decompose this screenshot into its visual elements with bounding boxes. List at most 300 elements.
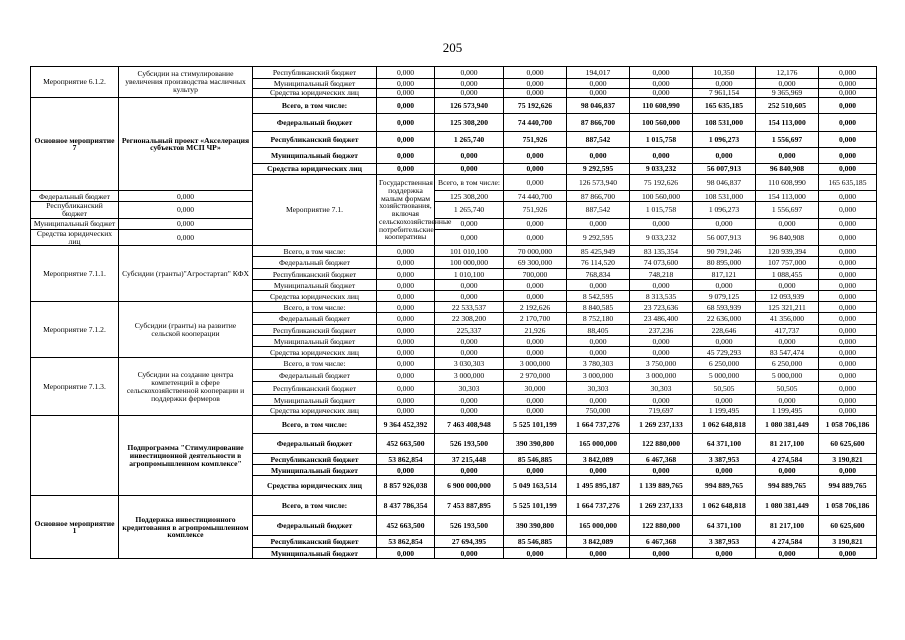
value-cell: 9 079,125 [693,291,756,302]
value-cell: 0,000 [435,548,504,559]
value-cell: 0,000 [819,291,877,302]
value-cell: 887,542 [567,132,630,148]
value-cell: 75 192,626 [630,175,693,191]
funding-source: Всего, в том числе: [253,246,377,257]
value-cell: 1 096,273 [693,202,756,218]
value-cell: 30,000 [504,382,567,395]
value-cell: 100 560,000 [630,114,693,132]
value-cell: 1 199,495 [693,406,756,416]
funding-source: Республиканский бюджет [253,132,377,148]
value-cell: 0,000 [377,395,435,406]
value-cell: 8 542,595 [567,291,630,302]
value-cell: 165 000,000 [567,434,630,454]
value-cell: 6 467,368 [630,536,693,548]
value-cell: 0,000 [567,280,630,291]
value-cell: 817,121 [693,269,756,280]
value-cell: 3 000,000 [504,358,567,370]
measure-name: Подпрограмма "Стимулирование инвестиционной деятельности в агропромышленном комплексе" [119,416,253,496]
value-cell: 1 015,758 [630,132,693,148]
value-cell: 9 292,595 [567,229,630,245]
value-cell: 7 453 887,895 [435,496,504,516]
value-cell: 6 250,000 [756,358,819,370]
value-cell: 3 387,953 [693,454,756,465]
funding-source: Муниципальный бюджет [253,548,377,559]
funding-source: Республиканский бюджет [253,536,377,548]
value-cell: 4 274,584 [756,536,819,548]
value-cell: 9 033,232 [630,229,693,245]
value-cell: 1 015,758 [630,202,693,218]
value-cell: 8 752,180 [567,313,630,325]
funding-source: Всего, в том числе: [435,175,504,191]
value-cell: 0,000 [435,67,504,79]
value-cell: 30,303 [630,382,693,395]
funding-source: Муниципальный бюджет [253,280,377,291]
value-cell: 0,000 [504,406,567,416]
value-cell: 0,000 [819,548,877,559]
value-cell: 0,000 [119,202,253,218]
value-cell: 0,000 [435,347,504,358]
value-cell: 30,303 [567,382,630,395]
measure-label: Мероприятие 7.1.2. [31,302,119,358]
value-cell: 0,000 [377,347,435,358]
value-cell: 3 190,821 [819,454,877,465]
value-cell: 0,000 [504,336,567,347]
value-cell: 81 217,100 [756,434,819,454]
value-cell: 7 961,154 [693,89,756,98]
value-cell: 0,000 [377,89,435,98]
table-row [31,416,877,434]
table-row [31,202,877,218]
value-cell: 126 573,940 [567,175,630,191]
value-cell: 994 889,765 [756,476,819,496]
value-cell: 85 546,885 [504,536,567,548]
value-cell: 0,000 [756,548,819,559]
value-cell: 165 635,185 [819,175,877,191]
value-cell: 0,000 [819,336,877,347]
value-cell: 1 139 889,765 [630,476,693,496]
value-cell: 0,000 [377,114,435,132]
funding-source: Республиканский бюджет [253,325,377,336]
value-cell: 50,505 [756,382,819,395]
value-cell: 108 531,000 [693,191,756,202]
value-cell: 1 058 706,186 [819,416,877,434]
value-cell: 30,303 [435,382,504,395]
value-cell: 0,000 [435,395,504,406]
funding-source: Всего, в том числе: [253,358,377,370]
value-cell: 0,000 [630,395,693,406]
value-cell: 526 193,500 [435,434,504,454]
value-cell: 0,000 [693,280,756,291]
funding-source: Федеральный бюджет [253,313,377,325]
value-cell: 0,000 [119,218,253,229]
value-cell: 1 062 648,818 [693,416,756,434]
value-cell: 452 663,500 [377,516,435,536]
value-cell: 994 889,765 [693,476,756,496]
value-cell: 3 842,089 [567,454,630,465]
value-cell: 5 000,000 [756,370,819,382]
value-cell: 0,000 [377,291,435,302]
value-cell: 64 371,100 [693,434,756,454]
funding-source: Средства юридических лиц [253,406,377,416]
value-cell: 0,000 [756,218,819,229]
value-cell: 0,000 [693,465,756,476]
value-cell: 0,000 [377,67,435,79]
value-cell: 0,000 [435,148,504,164]
funding-source: Федеральный бюджет [253,370,377,382]
measure-label: Мероприятие 6.1.2. [31,67,119,98]
value-cell: 0,000 [819,98,877,114]
value-cell: 0,000 [630,218,693,229]
value-cell: 390 390,800 [504,434,567,454]
value-cell: 0,000 [819,202,877,218]
measure-name: Субсидии на создание центра компетенций в сфере сельскохозяйственной кооперации и поддержки фермеров [119,358,253,416]
funding-source: Всего, в том числе: [253,98,377,114]
value-cell: 0,000 [435,336,504,347]
value-cell: 0,000 [377,246,435,257]
value-cell: 3 750,000 [630,358,693,370]
funding-source: Муниципальный бюджет [253,465,377,476]
value-cell: 0,000 [435,79,504,89]
value-cell: 50,505 [693,382,756,395]
value-cell: 194,017 [567,67,630,79]
funding-source: Средства юридических лиц [253,476,377,496]
value-cell: 0,000 [819,395,877,406]
value-cell: 0,000 [504,218,567,229]
value-cell: 81 217,100 [756,516,819,536]
value-cell: 1 080 381,449 [756,416,819,434]
value-cell: 0,000 [693,218,756,229]
value-cell: 0,000 [377,406,435,416]
value-cell: 1 199,495 [756,406,819,416]
value-cell: 60 625,600 [819,516,877,536]
value-cell: 53 862,854 [377,536,435,548]
value-cell: 1 080 381,449 [756,496,819,516]
value-cell: 0,000 [567,79,630,89]
value-cell: 120 939,394 [756,246,819,257]
measure-label: Мероприятие 7.1.1. [31,246,119,302]
value-cell: 0,000 [504,79,567,89]
value-cell: 0,000 [819,269,877,280]
value-cell: 3 000,000 [630,370,693,382]
value-cell: 23 723,636 [630,302,693,313]
funding-source: Республиканский бюджет [253,269,377,280]
value-cell: 0,000 [819,89,877,98]
value-cell: 96 840,908 [756,229,819,245]
value-cell: 0,000 [435,406,504,416]
value-cell: 0,000 [756,465,819,476]
value-cell: 0,000 [504,548,567,559]
value-cell: 56 007,913 [693,164,756,175]
table-row [31,358,877,370]
funding-source: Средства юридических лиц [253,164,377,175]
value-cell: 0,000 [504,229,567,245]
value-cell: 0,000 [756,79,819,89]
value-cell: 0,000 [756,148,819,164]
value-cell: 0,000 [567,89,630,98]
value-cell: 0,000 [819,114,877,132]
value-cell: 700,000 [504,269,567,280]
value-cell: 60 625,600 [819,434,877,454]
value-cell: 751,926 [504,202,567,218]
value-cell: 12 093,939 [756,291,819,302]
value-cell: 1 265,740 [435,202,504,218]
value-cell: 41 356,000 [756,313,819,325]
value-cell: 0,000 [504,395,567,406]
value-cell: 0,000 [377,148,435,164]
value-cell: 0,000 [630,67,693,79]
value-cell: 56 007,913 [693,229,756,245]
value-cell: 0,000 [435,291,504,302]
value-cell: 1 495 895,187 [567,476,630,496]
value-cell: 228,646 [693,325,756,336]
value-cell: 237,236 [630,325,693,336]
value-cell: 23 486,400 [630,313,693,325]
value-cell: 5 000,000 [693,370,756,382]
value-cell: 0,000 [630,89,693,98]
value-cell: 0,000 [693,336,756,347]
value-cell: 0,000 [693,79,756,89]
value-cell: 390 390,800 [504,516,567,536]
value-cell: 0,000 [819,257,877,269]
value-cell: 994 889,765 [819,476,877,496]
value-cell: 0,000 [377,132,435,148]
value-cell: 9 292,595 [567,164,630,175]
value-cell: 887,542 [567,202,630,218]
value-cell: 0,000 [377,465,435,476]
funding-source: Средства юридических лиц [253,291,377,302]
value-cell: 96 840,908 [756,164,819,175]
measure-name: Поддержка инвестиционного кредитования в агропромышленном комплексе [119,496,253,559]
table-row [31,191,877,202]
value-cell: 0,000 [504,67,567,79]
value-cell: 0,000 [819,370,877,382]
table-row [31,218,877,229]
value-cell: 68 593,939 [693,302,756,313]
measure-name: Субсидии (гранты)"Агростартап" КФХ [119,246,253,302]
value-cell: 70 000,000 [504,246,567,257]
value-cell: 9 364 452,392 [377,416,435,434]
value-cell: 6 467,368 [630,454,693,465]
value-cell: 0,000 [630,79,693,89]
value-cell: 0,000 [819,302,877,313]
value-cell: 98 046,837 [567,98,630,114]
funding-source: Федеральный бюджет [253,434,377,454]
value-cell: 45 729,293 [693,347,756,358]
value-cell: 0,000 [630,280,693,291]
value-cell: 3 780,303 [567,358,630,370]
value-cell: 9 033,232 [630,164,693,175]
value-cell: 6 900 000,000 [435,476,504,496]
value-cell: 0,000 [693,548,756,559]
value-cell: 1 062 648,818 [693,496,756,516]
funding-source: Федеральный бюджет [253,114,377,132]
value-cell: 0,000 [819,406,877,416]
value-cell: 83 547,474 [756,347,819,358]
value-cell: 0,000 [377,336,435,347]
value-cell: 74 440,700 [504,191,567,202]
value-cell: 154 113,000 [756,191,819,202]
value-cell: 100 560,000 [630,191,693,202]
value-cell: 0,000 [819,79,877,89]
value-cell: 1 556,697 [756,132,819,148]
value-cell: 0,000 [819,229,877,245]
table-row [31,246,877,257]
value-cell: 0,000 [819,132,877,148]
value-cell: 452 663,500 [377,434,435,454]
value-cell: 98 046,837 [693,175,756,191]
funding-source: Муниципальный бюджет [31,218,119,229]
value-cell: 1 010,100 [435,269,504,280]
value-cell: 0,000 [567,336,630,347]
value-cell: 76 114,520 [567,257,630,269]
value-cell: 0,000 [756,395,819,406]
value-cell: 0,000 [435,229,504,245]
value-cell: 21,926 [504,325,567,336]
value-cell: 719,697 [630,406,693,416]
table-row [31,302,877,313]
value-cell: 3 387,953 [693,536,756,548]
value-cell: 27 694,395 [435,536,504,548]
value-cell: 0,000 [435,89,504,98]
value-cell: 12,176 [756,67,819,79]
value-cell: 0,000 [504,280,567,291]
value-cell: 225,337 [435,325,504,336]
funding-source: Средства юридических лиц [253,347,377,358]
value-cell: 0,000 [377,358,435,370]
value-cell: 0,000 [567,548,630,559]
value-cell: 0,000 [567,218,630,229]
value-cell: 3 842,089 [567,536,630,548]
value-cell: 165 635,185 [693,98,756,114]
funding-source: Республиканский бюджет [253,454,377,465]
value-cell: 3 190,821 [819,536,877,548]
value-cell: 1 269 237,133 [630,416,693,434]
value-cell: 0,000 [377,325,435,336]
funding-source: Всего, в том числе: [253,302,377,313]
funding-source: Муниципальный бюджет [253,148,377,164]
value-cell: 0,000 [819,218,877,229]
value-cell: 417,737 [756,325,819,336]
value-cell: 4 274,584 [756,454,819,465]
value-cell: 748,218 [630,269,693,280]
value-cell: 0,000 [693,395,756,406]
value-cell: 5 525 101,199 [504,496,567,516]
value-cell: 110 608,990 [756,175,819,191]
value-cell: 125 308,200 [435,191,504,202]
value-cell: 0,000 [377,98,435,114]
value-cell: 0,000 [819,382,877,395]
funding-source: Всего, в том числе: [253,416,377,434]
value-cell: 8 313,535 [630,291,693,302]
funding-source: Федеральный бюджет [253,257,377,269]
value-cell: 9 365,969 [756,89,819,98]
value-cell: 252 510,605 [756,98,819,114]
value-cell: 37 215,448 [435,454,504,465]
value-cell: 0,000 [819,148,877,164]
value-cell: 64 371,100 [693,516,756,536]
table-row [31,67,877,79]
value-cell: 90 791,246 [693,246,756,257]
value-cell: 0,000 [630,548,693,559]
measure-label: Мероприятие 7.1.3. [31,358,119,416]
value-cell: 1 664 737,276 [567,496,630,516]
value-cell: 8 857 926,038 [377,476,435,496]
value-cell: 0,000 [567,148,630,164]
value-cell: 0,000 [504,164,567,175]
value-cell: 0,000 [819,465,877,476]
funding-source: Средства юридических лиц [31,229,119,245]
value-cell: 0,000 [435,164,504,175]
measure-label: Основное мероприятие 1 [31,496,119,559]
value-cell: 0,000 [435,280,504,291]
value-cell: 108 531,000 [693,114,756,132]
funding-source: Средства юридических лиц [253,89,377,98]
value-cell: 3 030,303 [435,358,504,370]
value-cell: 0,000 [435,218,504,229]
value-cell: 0,000 [377,382,435,395]
value-cell: 0,000 [693,148,756,164]
measure-name: Субсидии на стимулирование увеличения производства масличных культур [119,67,253,98]
value-cell: 0,000 [119,229,253,245]
funding-source: Муниципальный бюджет [253,395,377,406]
value-cell: 0,000 [819,191,877,202]
value-cell: 122 880,000 [630,516,693,536]
value-cell: 1 058 706,186 [819,496,877,516]
funding-source: Федеральный бюджет [31,191,119,202]
value-cell: 69 300,000 [504,257,567,269]
value-cell: 0,000 [819,280,877,291]
measure-label [31,416,119,496]
value-cell: 0,000 [756,280,819,291]
funding-source: Республиканский бюджет [253,382,377,395]
value-cell: 3 000,000 [435,370,504,382]
value-cell: 0,000 [630,465,693,476]
funding-source: Республиканский бюджет [253,67,377,79]
value-cell: 0,000 [756,336,819,347]
value-cell: 122 880,000 [630,434,693,454]
value-cell: 2 170,700 [504,313,567,325]
value-cell: 0,000 [504,148,567,164]
funding-source: Муниципальный бюджет [253,79,377,89]
value-cell: 1 096,273 [693,132,756,148]
value-cell: 107 757,000 [756,257,819,269]
value-cell: 0,000 [504,347,567,358]
measure-name: Субсидии (гранты) на развитие сельской кооперации [119,302,253,358]
value-cell: 0,000 [377,548,435,559]
value-cell: 0,000 [630,347,693,358]
value-cell: 751,926 [504,132,567,148]
value-cell: 165 000,000 [567,516,630,536]
value-cell: 0,000 [630,148,693,164]
value-cell: 74 073,600 [630,257,693,269]
value-cell: 8 840,585 [567,302,630,313]
value-cell: 526 193,500 [435,516,504,536]
value-cell: 22 533,537 [435,302,504,313]
table-row [31,496,877,516]
value-cell: 750,000 [567,406,630,416]
value-cell: 0,000 [377,313,435,325]
value-cell: 0,000 [567,395,630,406]
funding-source: Республиканский бюджет [31,202,119,218]
value-cell: 0,000 [377,280,435,291]
value-cell: 0,000 [504,291,567,302]
value-cell: 0,000 [377,302,435,313]
value-cell: 0,000 [819,325,877,336]
value-cell: 75 192,626 [504,98,567,114]
value-cell: 8 437 786,354 [377,496,435,516]
measure-label: Основное мероприятие 7 [31,98,119,191]
measure-name: Государственная поддержка малым формам хозяйствования, включая сельскохозяйственные потребительские кооперативы [377,175,435,246]
